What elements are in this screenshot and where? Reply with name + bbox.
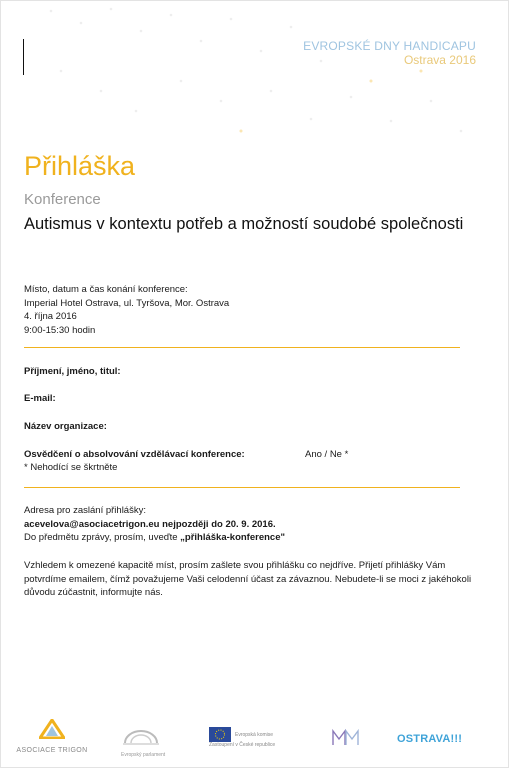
eu-commission-text: Evropská komise — [235, 731, 274, 738]
subject-instruction — [24, 531, 285, 545]
venue-block — [24, 283, 229, 337]
name-field-label: Příjmení, jméno, titul: — [24, 366, 121, 377]
sponsor-logos — [1, 719, 509, 759]
ostrava-logo: OSTRAVA!!! — [397, 733, 463, 745]
decorative-dot-pattern — [41, 1, 481, 151]
organization-field-label: Název organizace: — [24, 421, 107, 432]
certificate-note: * Nehodící se škrtněte — [24, 462, 118, 473]
conference-title: Autismus v kontextu potřeb a možností soudobé společnosti — [24, 215, 464, 233]
trigon-logo — [13, 719, 91, 754]
contact-email-deadline: acevelova@asociacetrigon.eu nejpozději do 20. 9. 2016. — [24, 518, 276, 530]
trigon-triangle-icon — [39, 719, 65, 739]
email-field-label: E-mail: — [24, 393, 56, 404]
trigon-text: ASOCIACE TRIGON — [16, 747, 88, 754]
european-commission-logo — [209, 727, 277, 748]
address-block — [24, 504, 285, 545]
form-heading: Přihláška — [24, 151, 136, 181]
parliament-building-icon — [121, 725, 161, 747]
certificate-field-label: Osvědčení o absolvování vzdělávací konference: — [24, 449, 245, 460]
event-title — [303, 39, 476, 67]
european-parliament-logo — [121, 725, 175, 758]
subject-prefix: Do předmětu zprávy, prosím, uveďte — [24, 532, 181, 543]
corner-mark — [23, 39, 24, 75]
event-name: EVROPSKÉ DNY HANDICAPU — [303, 39, 476, 53]
address-label: Adresa pro zaslání přihlášky: — [24, 505, 146, 516]
event-time: 9:00-15:30 hodin — [24, 324, 96, 336]
capacity-notice: Vzhledem k omezené kapacitě míst, prosím zašlete svou přihlášku co nejdříve. Přijetí přihlášky Vám potvrdíme emailem, čímž považujeme Vaši celodenní účast za závaznou. Nebudete-li se moci z jakéhokoli důvodu zúčastnit, informujte nás. — [24, 560, 472, 598]
eu-flag-icon — [209, 727, 231, 742]
divider-bottom — [24, 487, 460, 488]
certificate-row — [24, 449, 460, 460]
form-subheading: Konference — [24, 191, 101, 208]
event-date: 4. října 2016 — [24, 311, 77, 322]
msmt-logo — [323, 725, 367, 754]
divider-top — [24, 347, 460, 348]
subject-value: „přihláška-konference" — [180, 532, 285, 543]
ep-text: Evropský parlament — [121, 752, 166, 758]
eu-representation-text: Zastoupení v České republice — [209, 742, 276, 748]
msmt-emblem-icon — [330, 725, 360, 749]
venue-label: Místo, datum a čas konání konference: — [24, 284, 188, 295]
venue-address: Imperial Hotel Ostrava, ul. Tyršova, Mor. Ostrava — [24, 297, 230, 309]
event-location-year: Ostrava 2016 — [403, 53, 476, 67]
certificate-options: Ano / Ne * — [305, 449, 349, 460]
